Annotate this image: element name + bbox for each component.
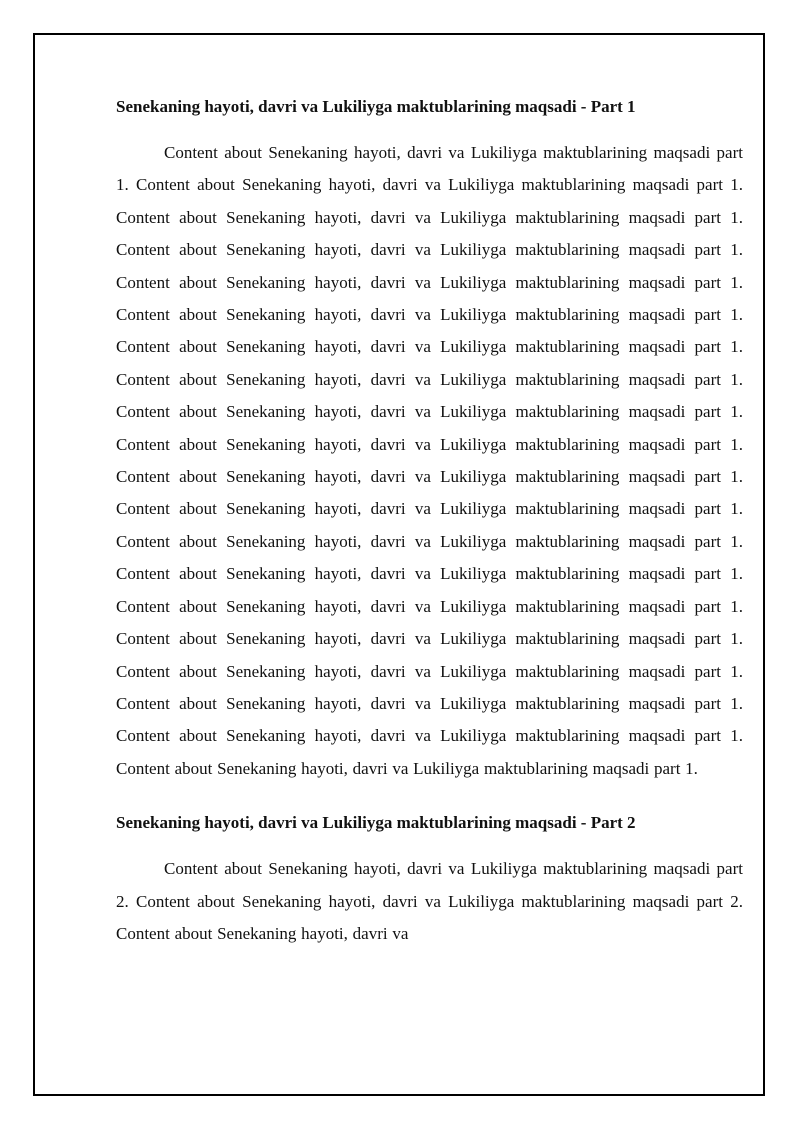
page-frame [33, 33, 765, 1096]
section-body-part-2: Content about Senekaning hayoti, davri va Lukiliyga maktublarining maqsadi part 2. Content about Senekaning hayoti, davri va Lukiliyga maktublarining maqsadi part 2. Content about Senekaning hayoti, davri va [116, 859, 743, 943]
section-heading-part-2: Senekaning hayoti, davri va Lukiliyga maktublarining maqsadi - Part 2 [116, 813, 636, 833]
section-body-part-1: Content about Senekaning hayoti, davri va Lukiliyga maktublarining maqsadi part 1. Content about Senekaning hayoti, davri va Lukiliyga maktublarining maqsadi part 1. Content about Senekaning hayoti, davri va Lukiliyga maktublarining maqsadi part 1. Content about Senekaning hayoti, davri va Lukiliyga maktublarining maqsadi part 1. Content about Senekaning hayoti, davri va Lukiliyga maktublarining maqsadi part 1. Content about Senekaning hayoti, davri va Lukiliyga maktublarining maqsadi part 1. Content about Senekaning hayoti, davri va Lukiliyga maktublarining maqsadi part 1. Content about Senekaning hayoti, davri va Lukiliyga maktublarining maqsadi part 1. Content about Senekaning hayoti, davri va Lukiliyga maktublarining maqsadi part 1. Content about Senekaning hayoti, davri va Lukiliyga maktublarining maqsadi part 1. Content about Senekaning hayoti, davri va Lukiliyga maktublarining maqsadi part 1. Content about Senekaning hayoti, davri va Lukiliyga maktublarining maqsadi part 1. Content about Senekaning hayoti, davri va Lukiliyga maktublarining maqsadi part 1. Content about Senekaning hayoti, davri va Lukiliyga maktublarining maqsadi part 1. Content about Senekaning hayoti, davri va Lukiliyga maktublarining maqsadi part 1. Content about Senekaning hayoti, davri va Lukiliyga maktublarining maqsadi part 1. Content about Senekaning hayoti, davri va Lukiliyga maktublarining maqsadi part 1. Content about Senekaning hayoti, davri va Lukiliyga maktublarining maqsadi part 1. Content about Senekaning hayoti, davri va Lukiliyga maktublarining maqsadi part 1. Content about Senekaning hayoti, davri va Lukiliyga maktublarining maqsadi part 1. [116, 143, 743, 778]
section-heading-part-1: Senekaning hayoti, davri va Lukiliyga maktublarining maqsadi - Part 1 [116, 97, 636, 116]
document-content [116, 95, 743, 976]
